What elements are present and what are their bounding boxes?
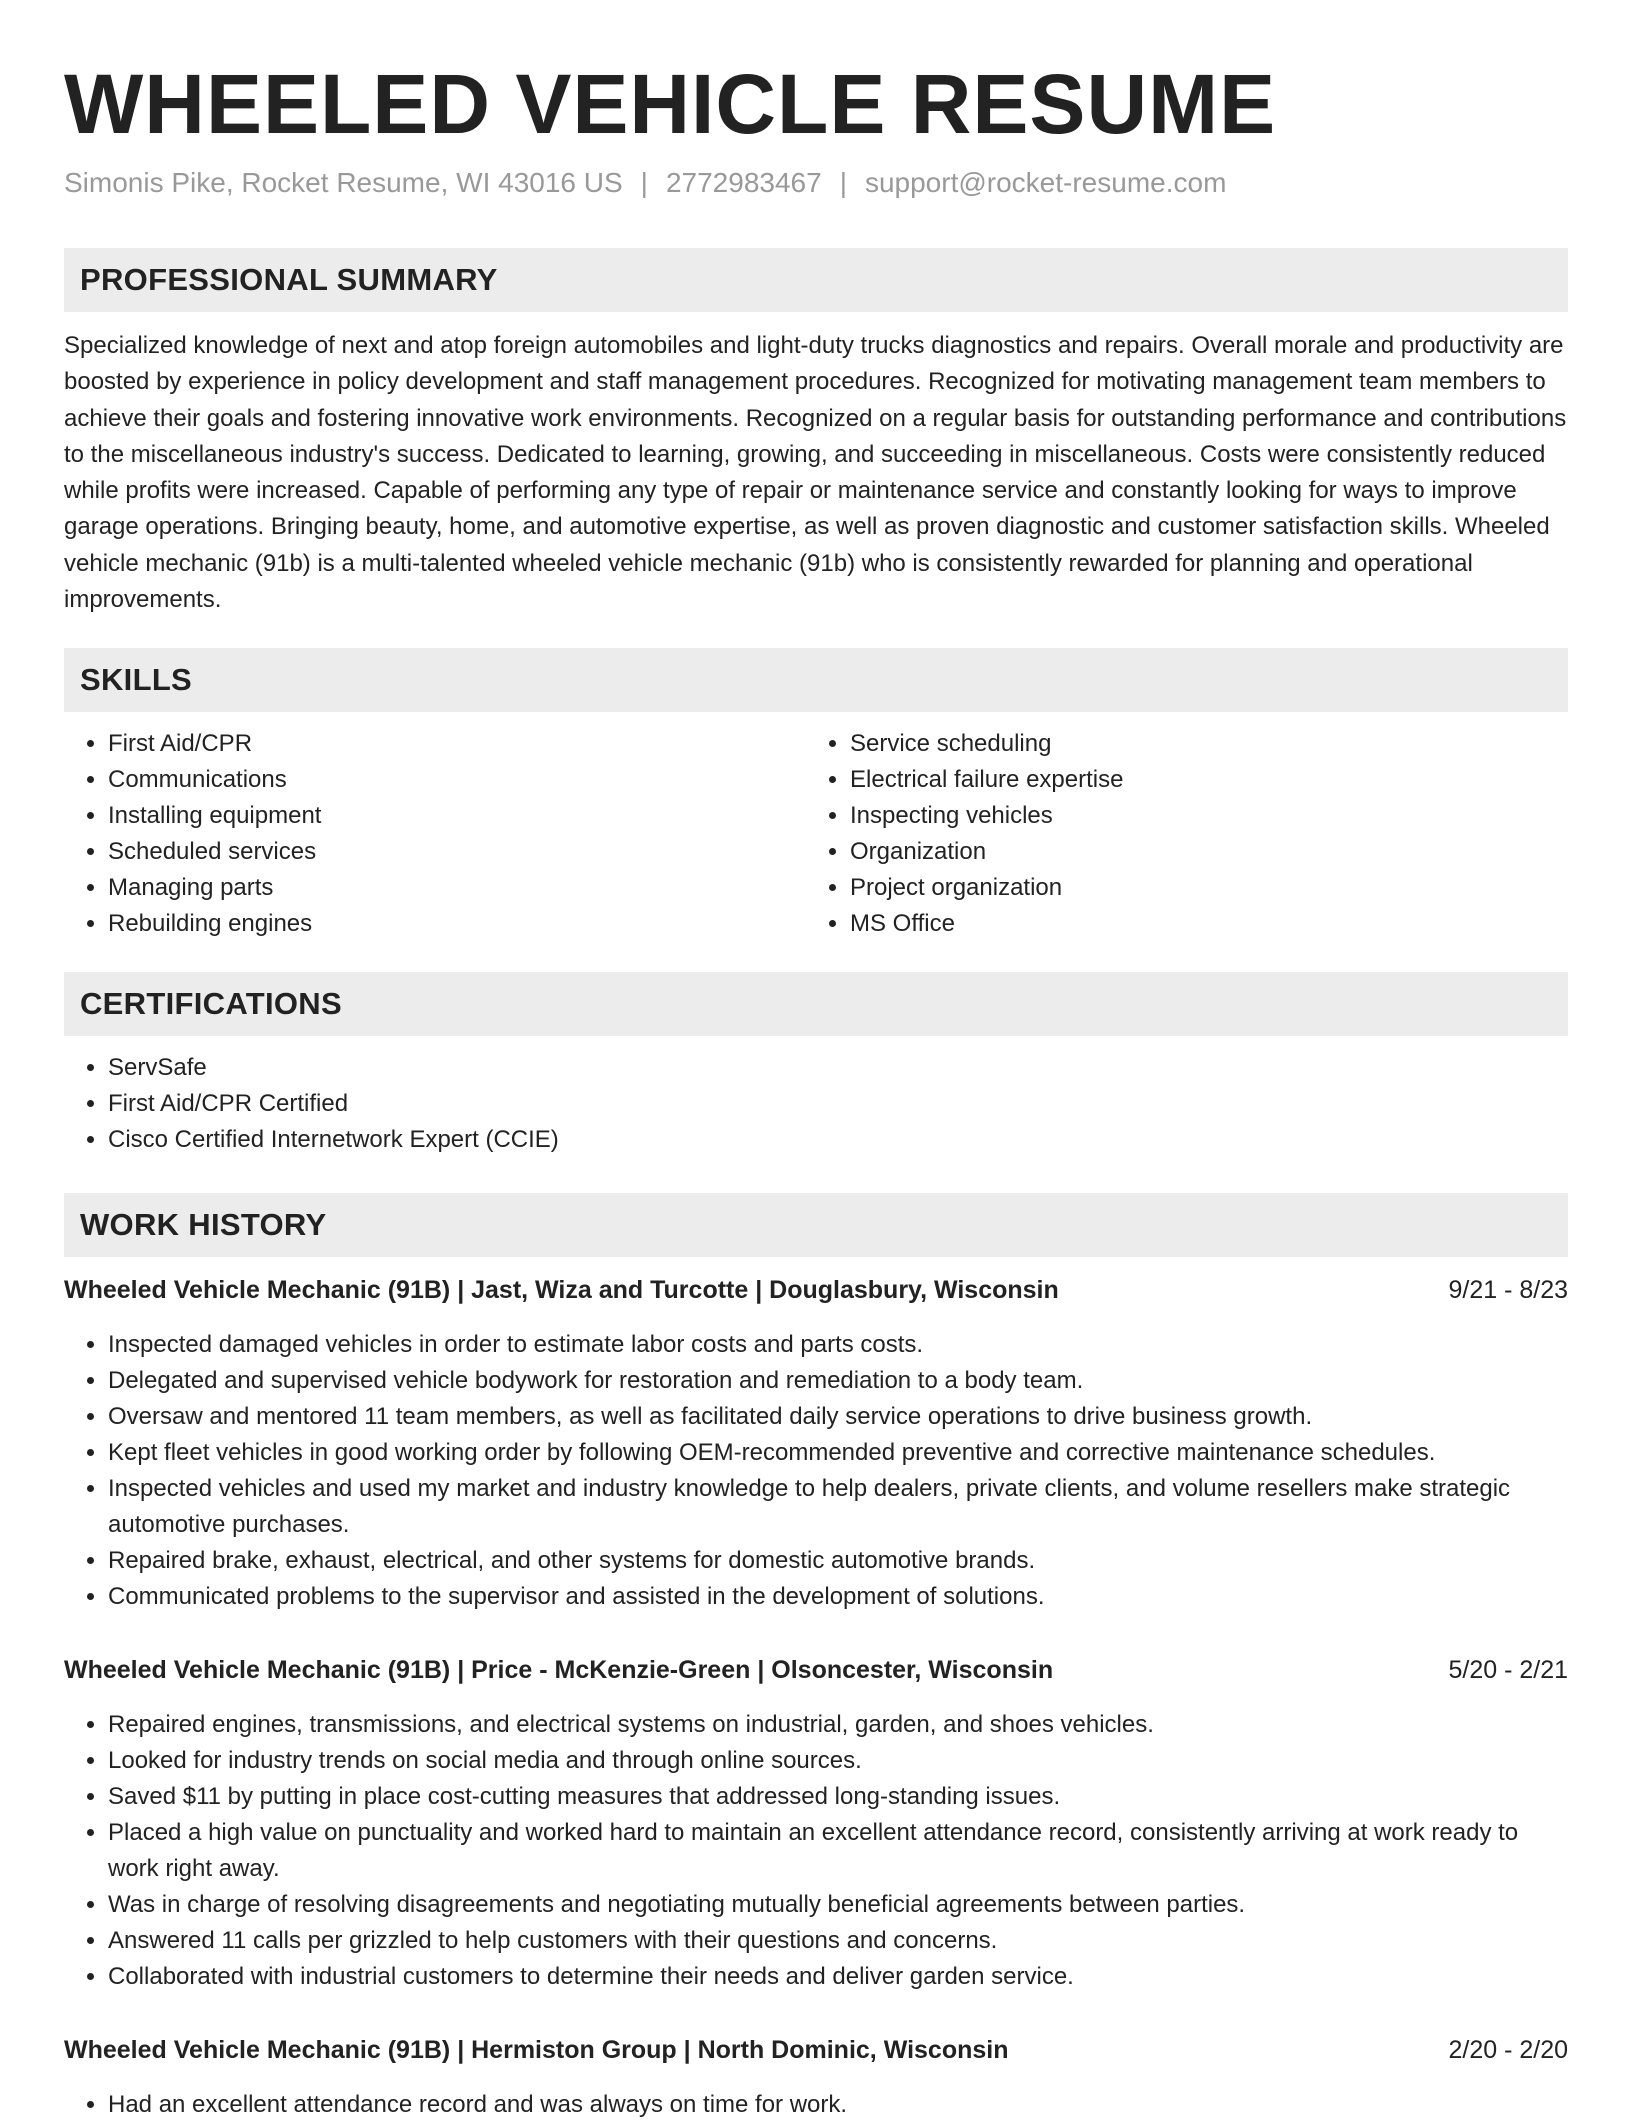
job-bullet: • Answered 11 calls per grizzled to help customers with their questions and concerns. [108,1923,1568,1959]
certifications-list [64,1050,1568,1158]
skills-column-left [64,726,806,942]
job-title: Wheeled Vehicle Mechanic (91B) | Price - McKenzie-Green | Olsoncester, Wisconsin [64,1656,1054,1685]
skill-item: • Managing parts [108,870,806,906]
job-bullet: • Was in charge of resolving disagreements and negotiating mutually beneficial agreements between parties. [108,1887,1568,1923]
job-bullet: • Looked for industry trends on social media and through online sources. [108,1743,1568,1779]
job-dates: 2/20 - 2/20 [1448,2036,1568,2065]
address: Simonis Pike, Rocket Resume, WI 43016 US [64,167,623,198]
job-bullet: • Repaired brake, exhaust, electrical, and other systems for domestic automotive brands. [108,1543,1568,1579]
skill-item: • Inspecting vehicles [850,798,1548,834]
skills-list-left [64,726,806,942]
job-bullets [64,1707,1568,1995]
job-bullet: • Kept fleet vehicles in good working order by following OEM-recommended preventive and corrective maintenance schedules. [108,1435,1568,1471]
job-entry [64,1273,1568,1615]
job-entry [64,1653,1568,1995]
skill-item: • Service scheduling [850,726,1548,762]
section-header-skills: SKILLS [64,648,1568,712]
skill-item: • Installing equipment [108,798,806,834]
job-bullets [64,2087,1568,2123]
phone: 2772983467 [665,167,822,198]
skills-list-right [806,726,1548,942]
skill-item: • Communications [108,762,806,798]
job-bullet: • Inspected damaged vehicles in order to estimate labor costs and parts costs. [108,1327,1568,1363]
section-header-certifications: CERTIFICATIONS [64,972,1568,1036]
skill-item: • Rebuilding engines [108,906,806,942]
certification-item: • Cisco Certified Internetwork Expert (CCIE) [108,1122,1568,1158]
job-bullet: • Inspected vehicles and used my market and industry knowledge to help dealers, private clients, and volume resellers make strategic automotive purchases. [108,1471,1568,1543]
job-bullet: • Communicated problems to the supervisor and assisted in the development of solutions. [108,1579,1568,1615]
job-entry [64,2033,1568,2123]
job-header [64,2033,1568,2067]
job-bullet: • Oversaw and mentored 11 team members, as well as facilitated daily service operations to drive business growth. [108,1399,1568,1435]
certification-item: • First Aid/CPR Certified [108,1086,1568,1122]
skill-item: • Electrical failure expertise [850,762,1548,798]
section-header-work-history: WORK HISTORY [64,1193,1568,1257]
job-bullet: • Delegated and supervised vehicle bodywork for restoration and remediation to a body team. [108,1363,1568,1399]
skill-item: • MS Office [850,906,1548,942]
skills-grid [64,726,1568,942]
contact-line [64,166,1568,200]
skill-item: • First Aid/CPR [108,726,806,762]
skill-item: • Organization [850,834,1548,870]
contact-separator: | [839,167,847,198]
job-bullets [64,1327,1568,1615]
job-bullet: • Saved $11 by putting in place cost-cutting measures that addressed long-standing issues. [108,1779,1568,1815]
skills-column-right [806,726,1548,942]
job-header [64,1273,1568,1307]
job-header [64,1653,1568,1687]
job-title: Wheeled Vehicle Mechanic (91B) | Hermiston Group | North Dominic, Wisconsin [64,2036,1009,2065]
job-bullet: • Collaborated with industrial customers to determine their needs and deliver garden service. [108,1959,1568,1995]
email: support@rocket-resume.com [864,167,1227,198]
contact-separator: | [640,167,648,198]
section-header-summary: PROFESSIONAL SUMMARY [64,248,1568,312]
resume-title: WHEELED VEHICLE RESUME [64,57,1277,151]
resume-page [64,0,1568,2123]
certification-item: • ServSafe [108,1050,1568,1086]
skill-item: • Scheduled services [108,834,806,870]
job-bullet: • Repaired engines, transmissions, and electrical systems on industrial, garden, and shoes vehicles. [108,1707,1568,1743]
job-dates: 5/20 - 2/21 [1448,1656,1568,1685]
job-bullet: • Placed a high value on punctuality and worked hard to maintain an excellent attendance record, consistently arriving at work ready to work right away. [108,1815,1568,1887]
job-dates: 9/21 - 8/23 [1448,1276,1568,1305]
summary-text: Specialized knowledge of next and atop foreign automobiles and light-duty trucks diagnostics and repairs. Overall morale and productivity are boosted by experience in policy development and staff management procedures. Recognized for motivating management team members to achieve their goals and fostering innovative work environments. Recognized on a regular basis for outstanding performance and contributions to the miscellaneous industry's success. Dedicated to learning, growing, and succeeding in miscellaneous. Costs were consistently reduced while profits were increased. Capable of performing any type of repair or maintenance service and constantly looking for ways to improve garage operations. Bringing beauty, home, and automotive expertise, as well as proven diagnostic and customer satisfaction skills. Wheeled vehicle mechanic (91b) is a multi-talented wheeled vehicle mechanic (91b) who is consistently rewarded for planning and operational improvements. [64,332,1567,614]
job-bullet: • Had an excellent attendance record and was always on time for work. [108,2087,1568,2123]
job-title: Wheeled Vehicle Mechanic (91B) | Jast, Wiza and Turcotte | Douglasbury, Wisconsin [64,1276,1059,1305]
skill-item: • Project organization [850,870,1548,906]
